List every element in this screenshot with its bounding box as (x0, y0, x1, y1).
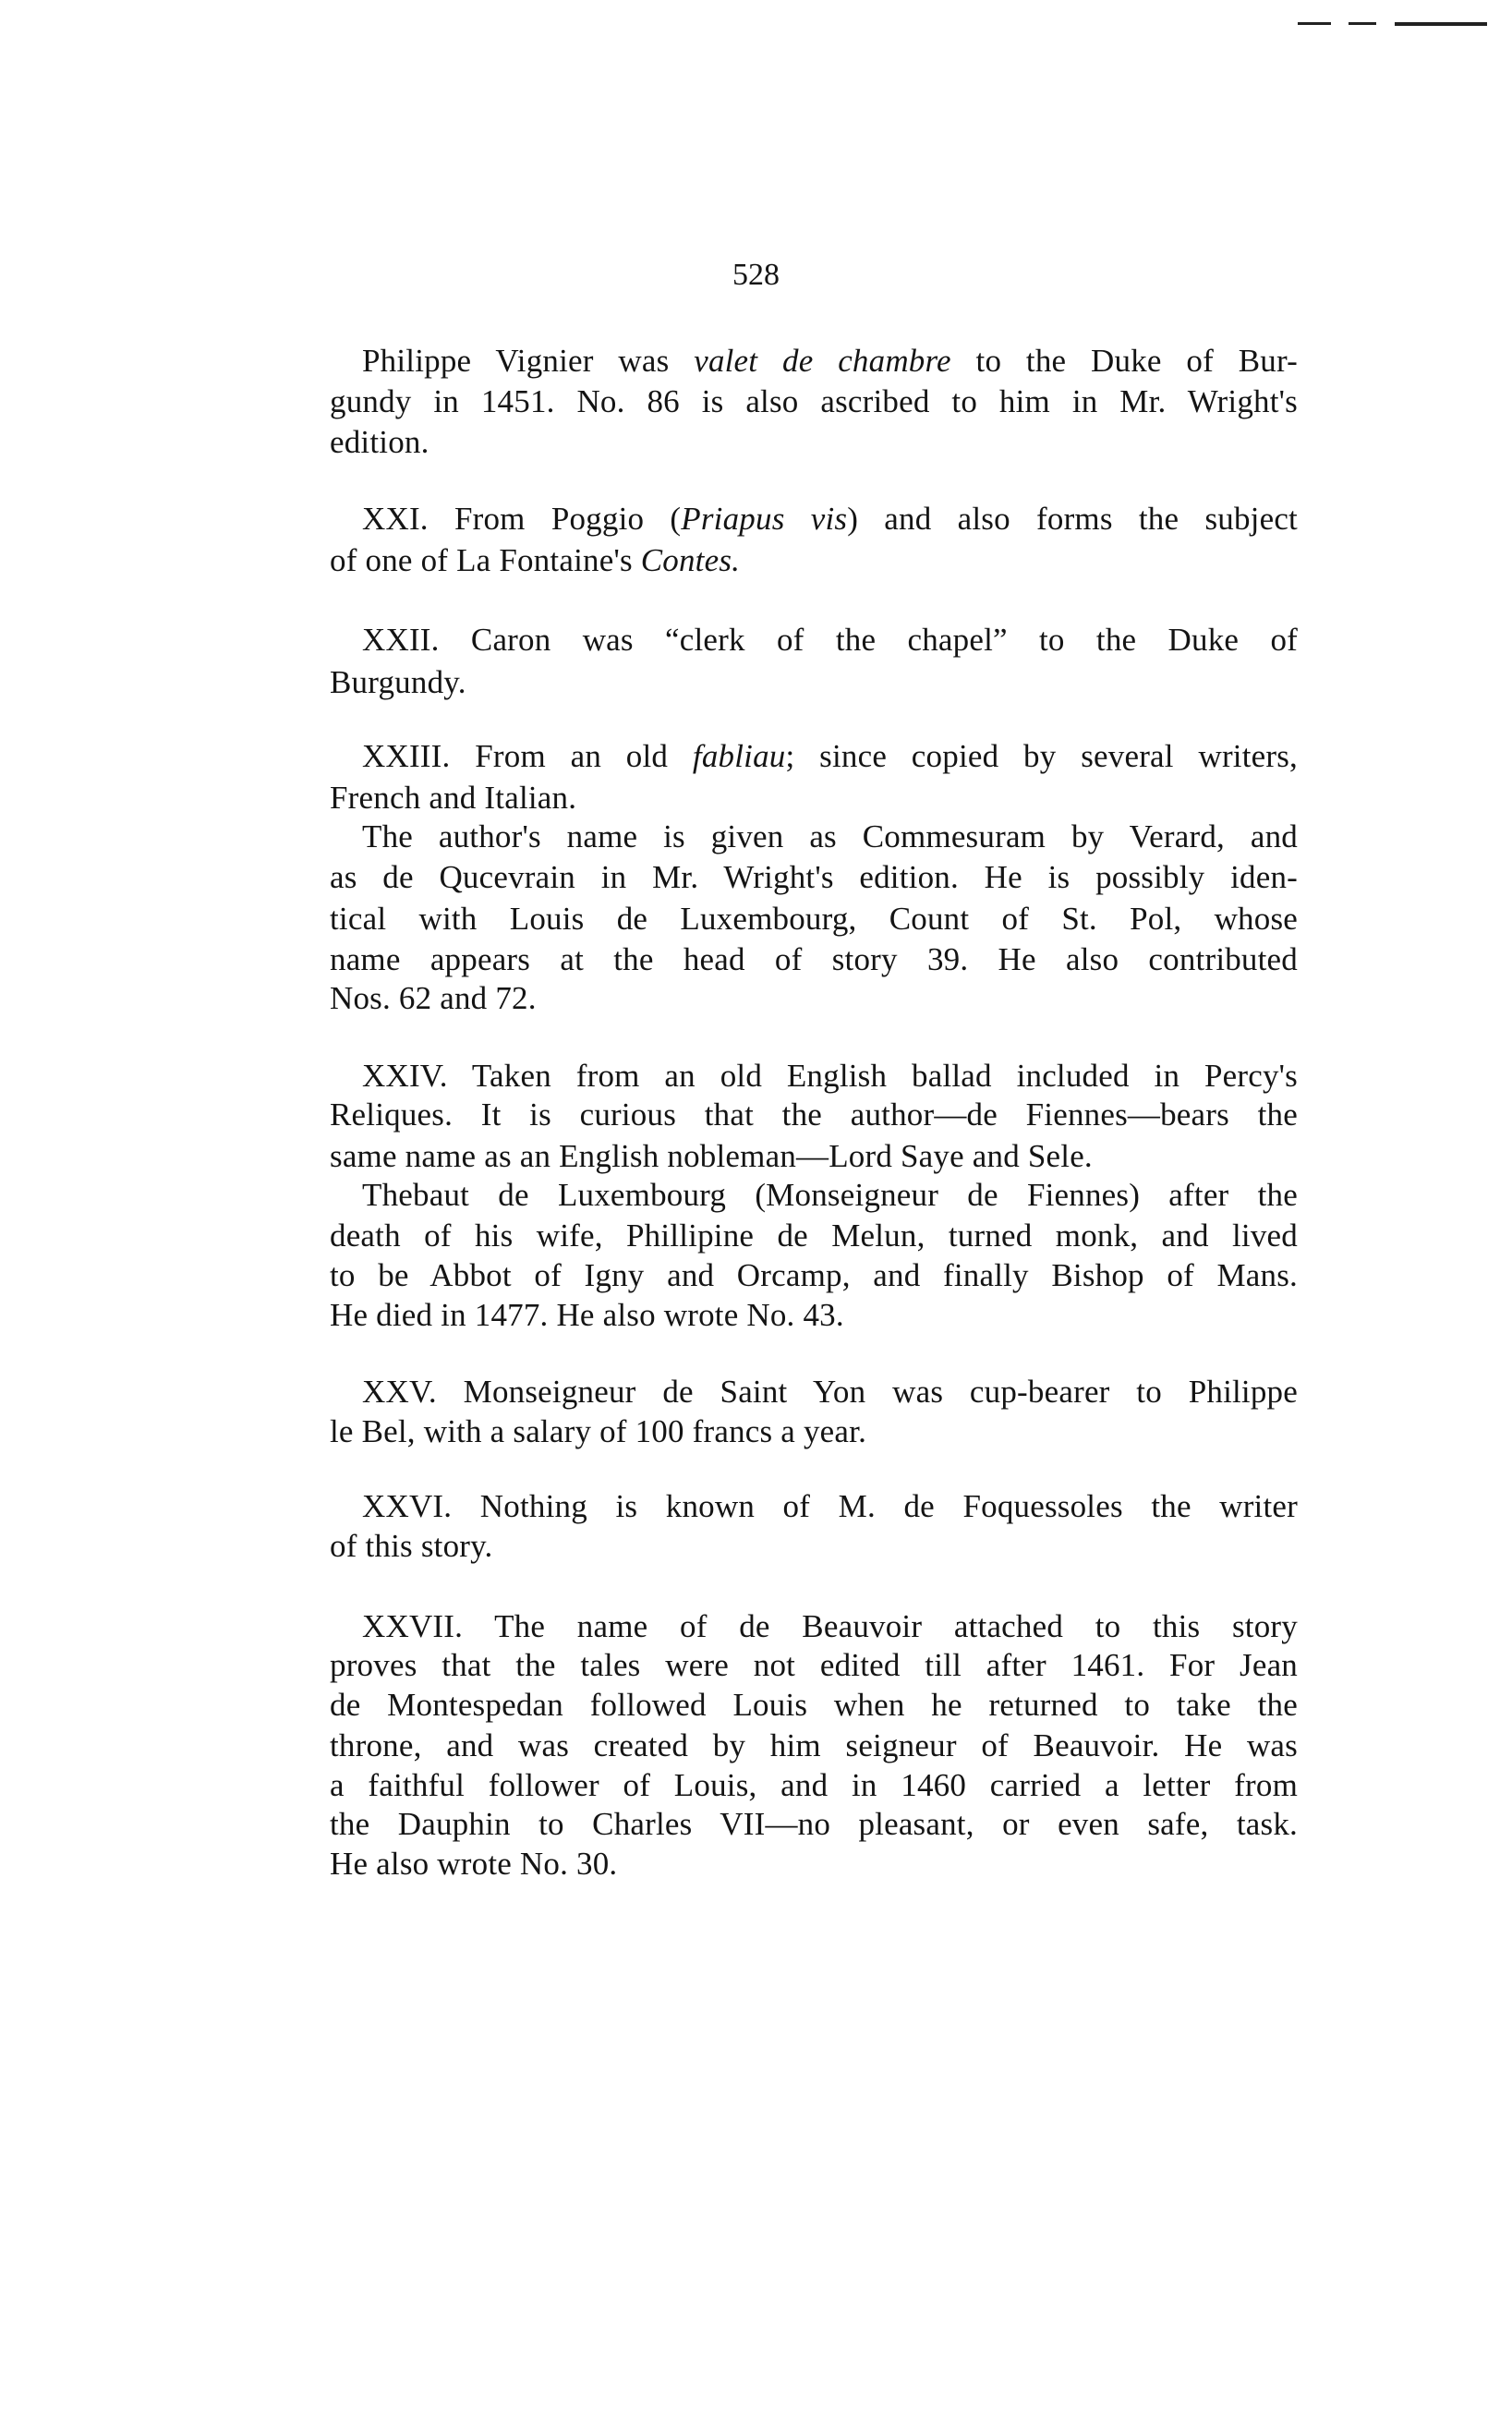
text-segment: The author's name is given as Commesuram by Verard, and (362, 818, 1298, 854)
text-segment: He died in 1477. He also wrote No. 43. (330, 1297, 844, 1333)
text-line (330, 1255, 1298, 1295)
text-line (330, 939, 1298, 979)
italic-text: Priapus vis (681, 501, 848, 537)
text-line (330, 1216, 1298, 1255)
text-segment: de Montespedan followed Louis when he returned to take the (330, 1687, 1298, 1723)
text-segment: throne, and was created by him seigneur of Beauvoir. He was (330, 1727, 1298, 1763)
text-line (362, 620, 1298, 660)
text-segment: to the Duke of Bur- (950, 343, 1299, 379)
text-segment: of one of La Fontaine's (330, 542, 641, 578)
text-segment: ) and also forms the subject (847, 501, 1298, 537)
text-segment: Burgundy. (330, 664, 466, 700)
text-line (330, 422, 1298, 462)
text-line (330, 1804, 1298, 1844)
scan-mark (1349, 22, 1376, 25)
text-segment: death of his wife, Phillipine de Melun, turned monk, and lived (330, 1218, 1298, 1254)
text-line (330, 382, 1298, 421)
text-segment: French and Italian. (330, 780, 577, 816)
text-segment: tical with Louis de Luxembourg, Count of St. Pol, whose (330, 901, 1298, 937)
text-segment: Reliques. It is curious that the author—de Fiennes—bears the (330, 1096, 1298, 1133)
text-segment: Nos. 62 and 72. (330, 980, 537, 1016)
text-line (362, 1175, 1298, 1215)
text-line (330, 899, 1298, 939)
text-segment: Philippe Vignier was (362, 343, 695, 379)
text-segment: of this story. (330, 1528, 493, 1564)
text-line (362, 736, 1298, 776)
text-line (330, 978, 1298, 1018)
text-line (330, 1295, 1298, 1335)
text-line (330, 1136, 1298, 1176)
text-line (362, 817, 1298, 856)
text-line (330, 857, 1298, 897)
text-line (330, 1645, 1298, 1685)
text-segment: the Dauphin to Charles VII—no pleasant, or even safe, task. (330, 1806, 1298, 1842)
text-segment: XXIII. From an old (362, 738, 693, 774)
scan-mark (1395, 22, 1487, 26)
text-segment: le Bel, with a salary of 100 francs a year. (330, 1413, 867, 1449)
text-segment: as de Qucevrain in Mr. Wright's edition. He is possibly iden- (330, 859, 1298, 895)
text-segment: XXIV. Taken from an old English ballad included in Percy's (362, 1058, 1298, 1094)
text-line (362, 1056, 1298, 1096)
text-segment: to be Abbot of Igny and Orcamp, and finally Bishop of Mans. (330, 1257, 1298, 1293)
text-line (330, 540, 1298, 580)
text-line (330, 1526, 1298, 1566)
italic-text: fabliau (692, 738, 786, 774)
text-line (330, 1844, 1298, 1884)
text-segment: proves that the tales were not edited till after 1461. For Jean (330, 1647, 1298, 1683)
text-segment: XXI. From Poggio ( (362, 501, 682, 537)
scan-mark (1298, 22, 1331, 25)
text-segment: XXVII. The name of de Beauvoir attached to this story (362, 1608, 1298, 1644)
text-segment: Thebaut de Luxembourg (Monseigneur de Fiennes) after the (362, 1177, 1298, 1213)
text-segment: XXII. Caron was “clerk of the chapel” to the Duke of (362, 622, 1298, 658)
text-segment: He also wrote No. 30. (330, 1846, 618, 1882)
italic-text: valet de chambre (694, 343, 951, 379)
text-line (330, 1726, 1298, 1765)
text-line (330, 1411, 1298, 1451)
page-number: 528 (732, 258, 780, 292)
text-segment: ; since copied by several writers, (785, 738, 1299, 774)
text-segment: XXVI. Nothing is known of M. de Foquessoles the writer (362, 1488, 1298, 1524)
text-line (330, 778, 1298, 818)
italic-text: Contes. (640, 542, 741, 578)
text-line (330, 1765, 1298, 1805)
text-segment: edition. (330, 424, 429, 460)
text-line (362, 1372, 1298, 1411)
text-segment: same name as an English nobleman—Lord Saye and Sele. (330, 1138, 1093, 1174)
text-line (330, 1095, 1298, 1134)
text-segment: a faithful follower of Louis, and in 1460 carried a letter from (330, 1767, 1298, 1803)
text-line (362, 1486, 1298, 1526)
text-line (362, 341, 1298, 381)
text-line (330, 1685, 1298, 1725)
text-line (362, 499, 1298, 539)
text-line (330, 662, 1298, 702)
text-segment: XXV. Monseigneur de Saint Yon was cup-bearer to Philippe (362, 1374, 1298, 1410)
text-segment: gundy in 1451. No. 86 is also ascribed to him in Mr. Wright's (330, 383, 1298, 419)
text-line (362, 1606, 1298, 1646)
text-segment: name appears at the head of story 39. He also contributed (330, 941, 1298, 977)
